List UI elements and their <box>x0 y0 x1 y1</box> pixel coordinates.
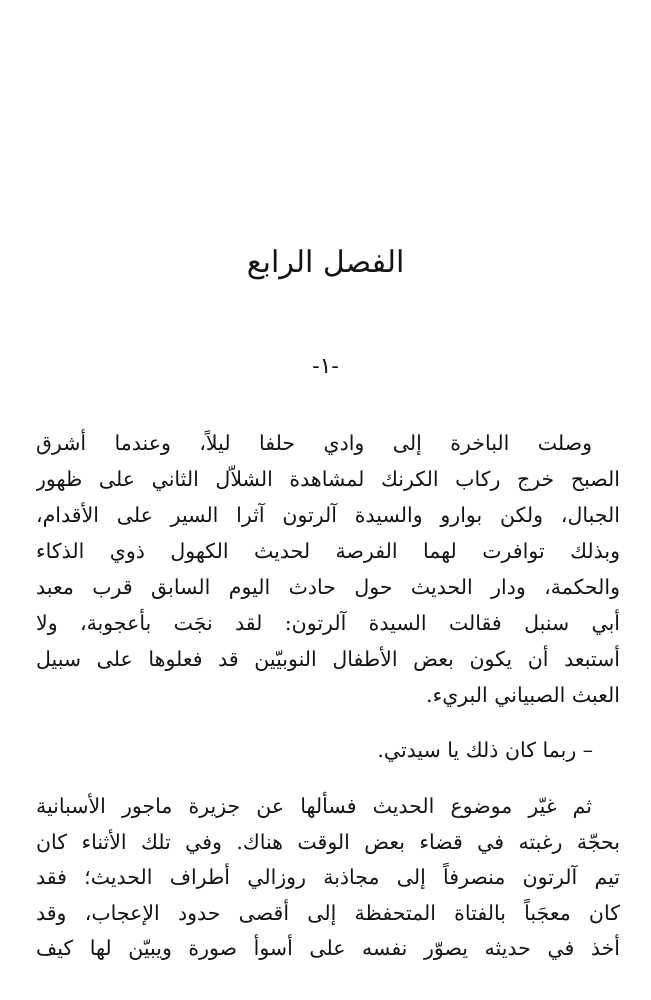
text-line: أبي سنبل فقالت السيدة آلرتون: لقد نجَت بأعجوبة، ولا <box>36 611 620 635</box>
text-line: أستبعد أن يكون بعض الأطفال النوبيّين قد فعلوها على سبيل <box>36 647 620 671</box>
text-line: كان معجَباً بالفتاة المتحفظة إلى أقصى حدود الإعجاب، وقد <box>36 900 620 925</box>
chapter-title: الفصل الرابع <box>246 245 405 280</box>
text-line: تيم آلرتون منصرفاً إلى مجاذبة روزالي أطراف الحديث؛ فقد <box>36 865 620 889</box>
dialogue-line: – ربما كان ذلك يا سيدتي. <box>377 738 593 762</box>
text-line: العبث الصبياني البريء. <box>426 683 620 707</box>
text-line: ثم غيّر موضوع الحديث فسألها عن جزيرة ماجور الأسبانية <box>36 794 592 818</box>
text-line: والحكمة، ودار الحديث حول حادث اليوم السابق قرب معبد <box>36 575 620 599</box>
paragraph-1 <box>36 425 620 713</box>
text-line: وبذلك توافرت لهما الفرصة لحديث الكهول ذوي الذكاء <box>36 539 620 563</box>
paragraph-2 <box>36 789 620 967</box>
text-line: وصلت الباخرة إلى وادي حلفا ليلاً، وعندما أشرق <box>36 431 592 455</box>
section-number: -١- <box>312 354 339 379</box>
text-line: بحجّة رغبته في قضاء بعض الوقت هناك. وفي تلك الأثناء كان <box>36 829 620 854</box>
text-line: أخذ في حديثه يصوّر نفسه على أسوأ صورة ويبيّن لها كيف <box>36 936 620 960</box>
text-line: الصبح خرج ركاب الكرنك لمشاهدة الشلاّل الثاني على ظهور <box>36 467 620 491</box>
text-line: الجبال، ولكن بوارو والسيدة آلرتون آثرا السير على الأقدام، <box>36 503 620 527</box>
